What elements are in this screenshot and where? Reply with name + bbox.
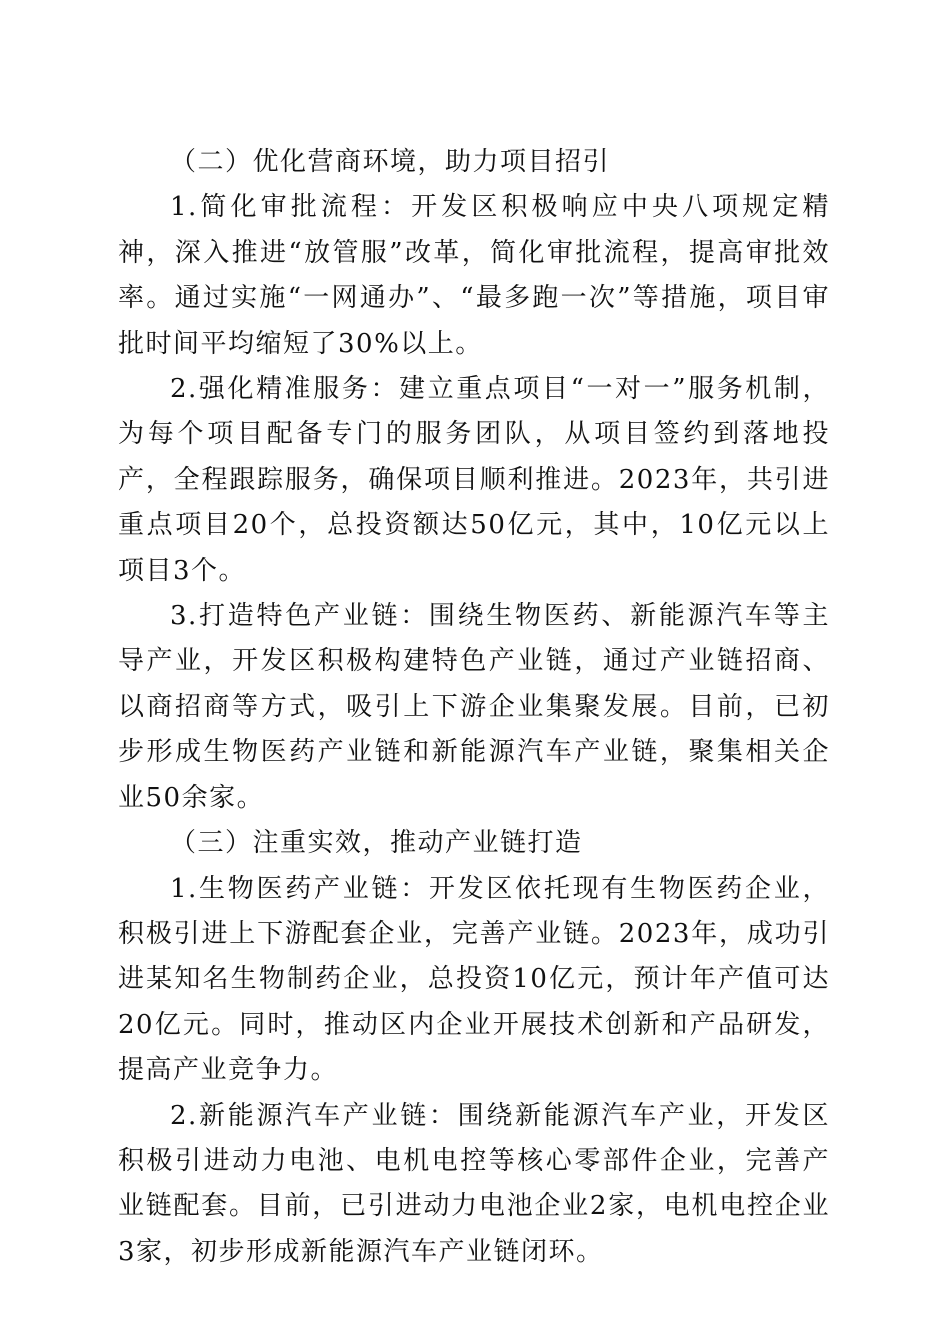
section-heading-2: （二）优化营商环境，助力项目招引 (170, 147, 611, 177)
paragraph-new-energy-vehicle-chain: 2.新能源汽车产业链：围绕新能源汽车产业，开发区积极引进动力电池、电机电控等核心零部件企业，完善产业链配套。目前，已引进动力电池企业2家，电机电控企业3家，初步形成新能源汽车产业链闭环。 (118, 1100, 830, 1267)
paragraph-biomedicine-chain: 1.生物医药产业链：开发区依托现有生物医药企业，积极引进上下游配套企业，完善产业链。2023年，成功引进某知名生物制药企业，总投资10亿元，预计年产值可达20亿元。同时，推动区内企业开展技术创新和产品研发，提高产业竞争力。 (118, 873, 830, 1086)
paragraph-simplify-approval: 1.简化审批流程：开发区积极响应中央八项规定精神，深入推进“放管服”改革，简化审批流程，提高审批效率。通过实施“一网通办”、“最多跑一次”等措施，项目审批时间平均缩短了30%以上。 (118, 192, 830, 359)
paragraph-precise-service: 2.强化精准服务：建立重点项目“一对一”服务机制，为每个项目配备专门的服务团队，从项目签约到落地投产，全程跟踪服务，确保项目顺利推进。2023年，共引进重点项目20个，总投资额达50亿元，其中，10亿元以上项目3个。 (118, 374, 830, 586)
paragraph-industry-chain: 3.打造特色产业链：围绕生物医药、新能源汽车等主导产业，开发区积极构建特色产业链，通过产业链招商、以商招商等方式，吸引上下游企业集聚发展。目前，已初步形成生物医药产业链和新能源汽车产业链，聚集相关企业50余家。 (118, 601, 830, 813)
document-body (118, 140, 830, 1275)
section-heading-3: （三）注重实效，推动产业链打造 (170, 828, 583, 859)
